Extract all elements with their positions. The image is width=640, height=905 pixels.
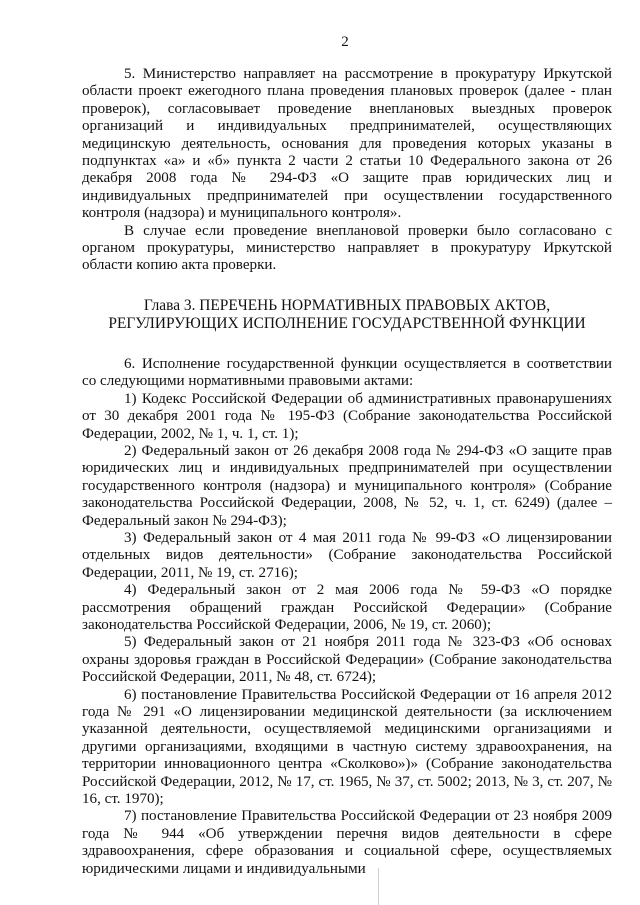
list-item-5: 5) Федеральный закон от 21 ноября 2011 года № 323-ФЗ «Об основах охраны здоровья граждан в Российской Федерации» (Собрание законодательства Российской Федерации, 2011, № 48, ст. 6724); bbox=[82, 634, 612, 686]
list-item-1: 1) Кодекс Российской Федерации об административных правонарушениях от 30 декабря 2001 года № 195-ФЗ (Собрание законодательства Российской Федерации, 2002, № 1, ч. 1, ст. 1); bbox=[82, 390, 612, 442]
page-number: 2 bbox=[341, 34, 349, 50]
scan-artifact-line bbox=[378, 868, 379, 905]
list-item-4: 4) Федеральный закон от 2 мая 2006 года № 59-ФЗ «О порядке рассмотрения обращений граждан Российской Федерации» (Собрание законодательства Российской Федерации, 2006, № 19, ст. 2060); bbox=[82, 582, 612, 633]
list-item-3: 3) Федеральный закон от 4 мая 2011 года № 99-ФЗ «О лицензировании отдельных видов деятельности» (Собрание законодательства Российской Федерации, 2011, № 19, ст. 2716); bbox=[82, 529, 612, 581]
list-item-7: 7) постановление Правительства Российской Федерации от 23 ноября 2009 года № 944 «Об утверждении перечня видов деятельности в сфере здравоохранения, сфере образования и социальной сфере, осуществляемых юридическими лицами и индивидуальными bbox=[82, 808, 612, 877]
list-item-6: 6) постановление Правительства Российской Федерации от 16 апреля 2012 года № 291 «О лицензировании медицинской деятельности (за исключением указанной деятельности, осуществляемой медицинскими организациями и другими организациями, входящими в частную систему здравоохранения, на территории инновационного центра «Сколково»)» (Собрание законодательства Российской Федерации, 2012, № 17, ст. 1965, № 37, ст. 5002; 2013, № 3, ст. 207, № 16, ст. 1970); bbox=[82, 686, 612, 808]
chapter-heading-line-2: РЕГУЛИРУЮЩИХ ИСПОЛНЕНИЕ ГОСУДАРСТВЕННОЙ ФУНКЦИИ bbox=[108, 315, 586, 333]
paragraph-6: 6. Исполнение государственной функции осуществляется в соответствии со следующими нормативными правовыми актами: bbox=[82, 355, 612, 390]
chapter-heading-line-1: Глава 3. ПЕРЕЧЕНЬ НОРМАТИВНЫХ ПРАВОВЫХ АКТОВ, bbox=[143, 296, 551, 314]
paragraph-5: 5. Министерство направляет на рассмотрение в прокуратуру Иркутской области проект ежегодного плана проведения плановых проверок (далее - план проверок), согласовывает проведение внеплановых выездных проверок организаций и индивидуальных предпринимателей, осуществляющих медицинскую деятельность, основания для проведения которых указаны в подпунктах «а» и «б» пункта 2 части 2 статьи 10 Федерального закона от 26 декабря 2008 года № 294-ФЗ «О защите прав юридических лиц и индивидуальных предпринимателей при осуществлении государственного контроля (надзора) и муниципального контроля». bbox=[82, 66, 612, 222]
paragraph-5-continuation: В случае если проведение внеплановой проверки было согласовано с органом прокуратуры, министерство направляет в прокуратуру Иркутской области копию акта проверки. bbox=[82, 222, 612, 274]
chapter-heading bbox=[82, 297, 612, 334]
list-item-2: 2) Федеральный закон от 26 декабря 2008 года № 294-ФЗ «О защите прав юридических лиц и индивидуальных предпринимателей при осуществлении государственного контроля (надзора) и муниципального контроля» (Собрание законодательства Российской Федерации, 2008, № 52, ч. 1, ст. 6249) (далее – Федеральный закон № 294-ФЗ); bbox=[82, 442, 612, 529]
document-body bbox=[82, 66, 612, 878]
